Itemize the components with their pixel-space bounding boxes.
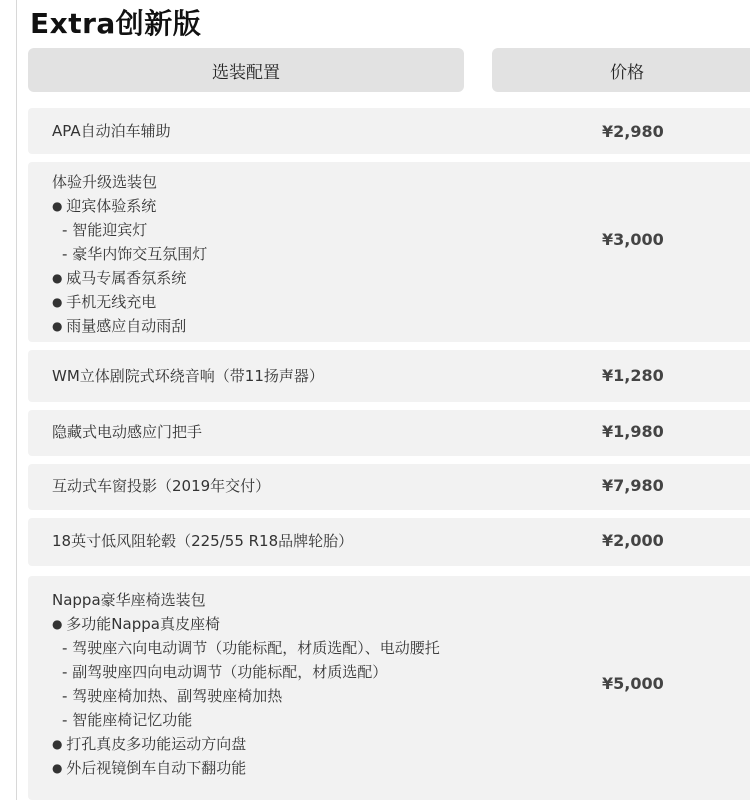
table-row: [28, 162, 750, 342]
package-subitem: - 豪华内饰交互氛围灯: [52, 242, 207, 266]
table-row: [28, 576, 750, 800]
option-name: 互动式车窗投影（2019年交付）: [52, 477, 271, 495]
option-name-cell: [52, 170, 207, 338]
package-title: Nappa豪华座椅选装包: [52, 591, 206, 609]
price-cell: ¥3,000: [602, 230, 664, 249]
package-item: ● 雨量感应自动雨刮: [52, 314, 207, 338]
package-subitem: - 驾驶座六向电动调节（功能标配，材质选配）、电动腰托: [52, 636, 440, 660]
option-name: APA自动泊车辅助: [52, 122, 171, 140]
package-item: ● 威马专属香氛系统: [52, 266, 207, 290]
package-item: ● 多功能Nappa真皮座椅: [52, 612, 440, 636]
option-name-cell: [52, 364, 324, 388]
option-name-cell: [52, 474, 270, 498]
package-subitem: - 副驾驶座四向电动调节（功能标配，材质选配）: [52, 660, 440, 684]
option-name-cell: [52, 529, 353, 553]
table-row: [28, 464, 750, 510]
package-title: 体验升级选装包: [52, 173, 158, 191]
table-row: [28, 410, 750, 456]
price-cell: ¥7,980: [602, 476, 664, 495]
left-divider: [16, 0, 17, 800]
package-subitem: - 驾驶座椅加热、副驾驶座椅加热: [52, 684, 440, 708]
option-name-cell: [52, 588, 440, 780]
column-header-config: 选装配置: [28, 48, 464, 92]
package-item: ● 打孔真皮多功能运动方向盘: [52, 732, 440, 756]
package-subitem: - 智能迎宾灯: [52, 218, 207, 242]
package-subitem: - 智能座椅记忆功能: [52, 708, 440, 732]
option-name: 18英寸低风阻轮毂（225/55 R18品牌轮胎）: [52, 532, 354, 550]
price-cell: ¥5,000: [602, 674, 664, 693]
option-name-cell: [52, 420, 202, 444]
price-cell: ¥2,980: [602, 122, 664, 141]
package-item: ● 外后视镜倒车自动下翻功能: [52, 756, 440, 780]
price-cell: ¥1,980: [602, 422, 664, 441]
table-row: [28, 108, 750, 154]
option-name-cell: [52, 119, 171, 143]
package-item: ● 迎宾体验系统: [52, 194, 207, 218]
page-title: Extra创新版: [30, 7, 202, 40]
package-item: ● 手机无线充电: [52, 290, 207, 314]
price-cell: ¥1,280: [602, 366, 664, 385]
column-header-price: 价格: [492, 48, 750, 92]
option-name: 隐藏式电动感应门把手: [52, 423, 203, 441]
table-row: [28, 350, 750, 402]
table-row: [28, 518, 750, 566]
option-name: WM立体剧院式环绕音响（带11扬声器）: [52, 367, 324, 385]
price-cell: ¥2,000: [602, 531, 664, 550]
